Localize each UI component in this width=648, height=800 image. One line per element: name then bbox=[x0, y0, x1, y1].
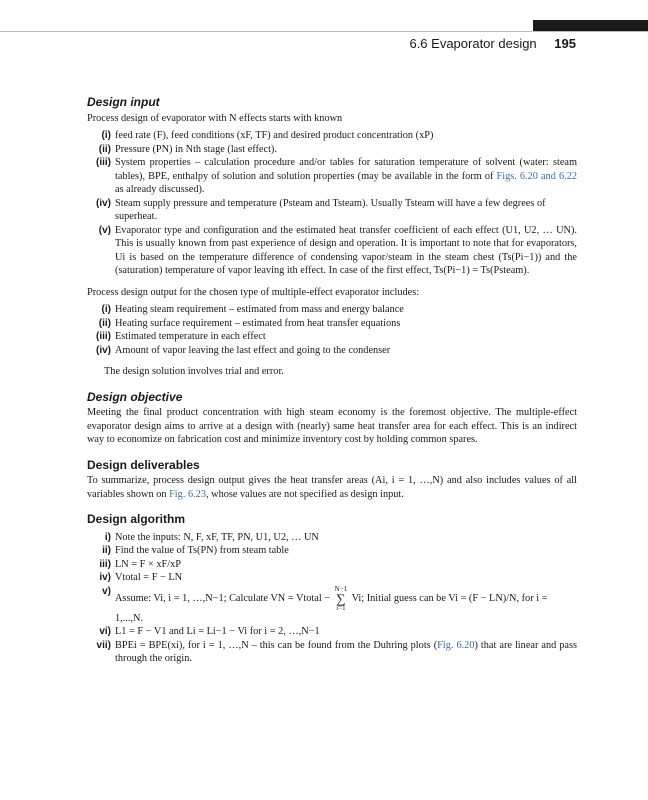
list-item bbox=[87, 224, 577, 278]
item-text: feed rate (F), feed conditions (xF, TF) and desired product concentration (xP) bbox=[115, 130, 434, 141]
item-label: (ii) bbox=[98, 143, 111, 155]
page-number: 195 bbox=[554, 36, 576, 51]
list-item bbox=[87, 197, 577, 224]
algorithm-list bbox=[87, 531, 577, 666]
item-text: Steam supply pressure and temperature (Psteam and Tsteam). Usually Tsteam will have a few degrees of superheat. bbox=[115, 197, 546, 222]
item-text: L1 = F − V1 and Li = Li−1 − Vi for i = 2, …,N−1 bbox=[115, 626, 320, 637]
item-text: Evaporator type and configuration and the estimated heat transfer coefficient of each effect (U1, U2, … UN). This is usually known from past experience of design and operation. It is important to note that for evaporators, Ui is based on the temperature difference of condensing vapor/steam in the steam chest (Ts(Pi−1)) and the (saturation) temperature of vapor leaving ith effect. In case of the first effect, Ts(Pi−1) = Ts(Psteam). bbox=[115, 224, 577, 276]
item-text: LN = F × xF/xP bbox=[115, 558, 181, 570]
item-text-part: as already discussed). bbox=[115, 184, 205, 195]
item-label: (iv) bbox=[96, 344, 111, 356]
figure-link[interactable]: Fig. 6.23 bbox=[169, 488, 206, 500]
item-text: Find the value of Ts(PN) from steam table bbox=[115, 545, 289, 556]
closing-note: The design solution involves trial and error. bbox=[104, 366, 284, 377]
item-label: iii) bbox=[99, 558, 111, 570]
list-item bbox=[87, 531, 577, 545]
list-item bbox=[87, 571, 577, 585]
list-item bbox=[87, 585, 577, 626]
text-part: To summarize, process design output gives the heat transfer areas (Ai, i = 1, …,N) and also includes values of all variables shown on bbox=[87, 475, 577, 500]
item-label: vi) bbox=[99, 626, 111, 637]
item-text: Estimated temperature in each effect bbox=[115, 331, 266, 342]
running-header bbox=[409, 36, 576, 51]
text-part: , whose values are not specified as design input. bbox=[205, 488, 404, 500]
summation-symbol: N−1 ∑ i=1 bbox=[334, 584, 348, 612]
list-item bbox=[87, 330, 577, 344]
list-item bbox=[87, 143, 577, 157]
item-label: (iv) bbox=[96, 197, 111, 209]
design-input-intro: Process design of evaporator with N effects starts with known bbox=[87, 112, 343, 124]
item-label: vii) bbox=[96, 639, 111, 651]
item-label: iv) bbox=[99, 572, 111, 583]
text-part: Vi; Initial guess can be Vi = (F − LN)/N, for i = 1,...,N. bbox=[115, 592, 548, 624]
design-input-heading: Design input bbox=[87, 95, 160, 109]
item-text: Note the inputs: N, F, xF, TF, PN, U1, U2, … UN bbox=[115, 531, 319, 543]
item-label: (i) bbox=[101, 130, 111, 141]
text-part: Assume: Vi, i = 1, …,N−1; Calculate VN = Vtotal − bbox=[115, 592, 333, 604]
list-item bbox=[87, 344, 577, 358]
item-text: Heating surface requirement – estimated from heat transfer equations bbox=[115, 317, 401, 329]
header-rule bbox=[0, 31, 648, 32]
item-text: Amount of vapor leaving the last effect and going to the condenser bbox=[115, 344, 391, 356]
item-label: (ii) bbox=[98, 317, 111, 329]
section-title: 6.6 Evaporator design bbox=[409, 36, 537, 51]
list-item bbox=[87, 544, 577, 558]
design-input-list bbox=[87, 129, 577, 278]
item-label: (i) bbox=[101, 304, 111, 315]
page-body bbox=[87, 96, 577, 666]
item-label: ii) bbox=[102, 545, 111, 556]
item-text: Heating steam requirement – estimated from mass and energy balance bbox=[115, 304, 404, 315]
item-text bbox=[115, 639, 577, 666]
list-item bbox=[87, 639, 577, 666]
item-text: Vtotal = F − LN bbox=[115, 572, 183, 583]
text-part: BPEi = BPE(xi), for i = 1, …,N – this can be found from the Duhring plots ( bbox=[115, 639, 438, 651]
design-objective-text: Meeting the final product concentration with high steam economy is the foremost objective. The multiple-effect evaporator design aims to arrive at a design with (nearly) same heat transfer area for each effect. This is an indirect way to economize on fabrication cost and minimize inventory cost by holding common spares. bbox=[87, 407, 577, 445]
item-text bbox=[115, 156, 577, 197]
item-label: (v) bbox=[98, 224, 111, 236]
output-intro: Process design output for the chosen type of multiple-effect evaporator includes: bbox=[87, 286, 420, 298]
sum-upper-limit: N−1 bbox=[334, 584, 348, 593]
item-label: (iii) bbox=[96, 157, 111, 168]
text-part: ) that are linear and pass through the origin. bbox=[115, 639, 577, 664]
list-item bbox=[87, 156, 577, 197]
item-label: i) bbox=[104, 531, 111, 543]
item-text bbox=[115, 585, 577, 626]
design-deliverables-heading: Design deliverables bbox=[87, 457, 200, 472]
list-item bbox=[87, 317, 577, 331]
design-algorithm-heading: Design algorithm bbox=[87, 512, 186, 526]
item-label: (iii) bbox=[96, 331, 111, 342]
design-deliverables-text bbox=[87, 474, 577, 501]
design-objective-heading: Design objective bbox=[87, 389, 183, 404]
figure-link[interactable]: Figs. 6.20 and 6.22 bbox=[496, 170, 577, 182]
list-item bbox=[87, 558, 577, 572]
output-list bbox=[87, 303, 577, 357]
item-text: Pressure (PN) in Nth stage (last effect). bbox=[115, 143, 277, 155]
item-label: v) bbox=[102, 585, 111, 597]
list-item bbox=[87, 303, 577, 317]
sum-lower-limit: i=1 bbox=[336, 603, 346, 612]
item-text-part: System properties – calculation procedure and/or tables for saturation temperature of solvent (water: steam tables), BPE, enthalpy of solution and solution properties (may be available in the form of bbox=[115, 157, 577, 182]
list-item bbox=[87, 129, 577, 143]
list-item bbox=[87, 625, 577, 639]
figure-link[interactable]: Fig. 6.20 bbox=[437, 639, 475, 651]
